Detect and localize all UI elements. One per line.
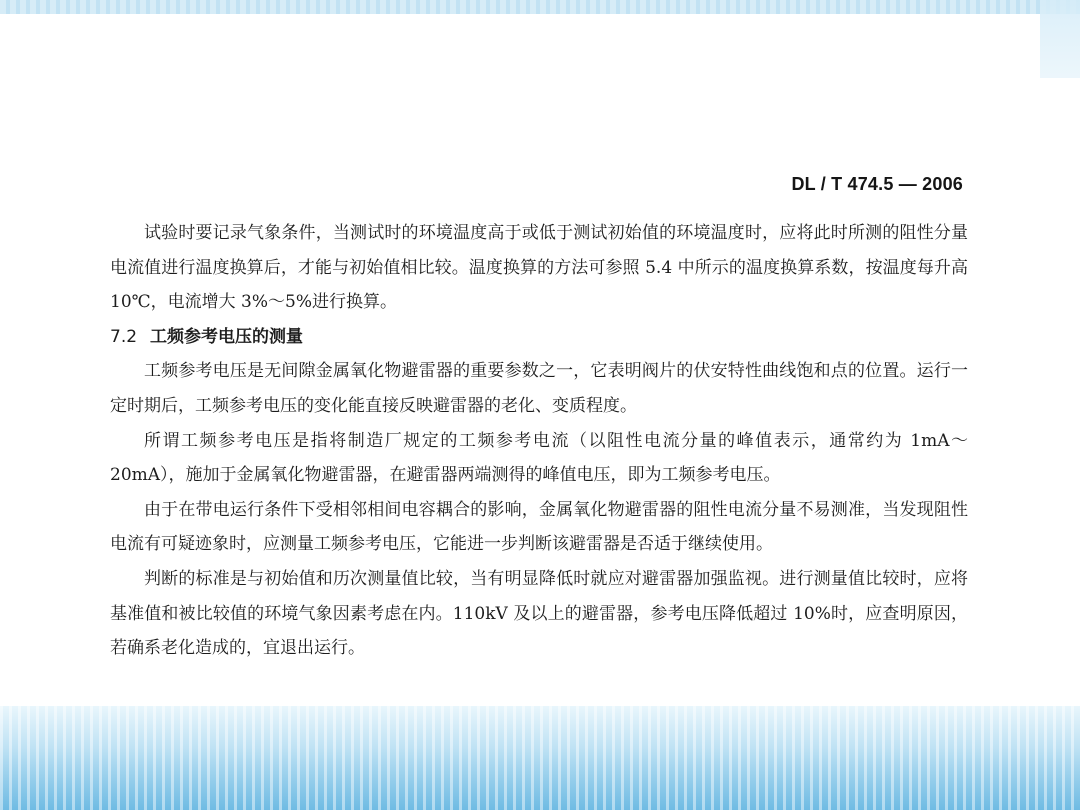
section-heading bbox=[110, 320, 968, 355]
document-page bbox=[0, 14, 1080, 706]
section-title: 工频参考电压的测量 bbox=[150, 326, 303, 347]
paragraph-capacitive-coupling: 由于在带电运行条件下受相邻相间电容耦合的影响，金属氧化物避雷器的阻性电流分量不易测准，当发现阻性电流有可疑迹象时，应测量工频参考电压，它能进一步判断该避雷器是否适于继续使用。 bbox=[110, 499, 968, 555]
section-number: 7.2 bbox=[110, 326, 138, 347]
paragraph-judgement-criteria: 判断的标准是与初始值和历次测量值比较，当有明显降低时就应对避雷器加强监视。进行测量值比较时，应将基准值和被比较值的环境气象因素考虑在内。110kV 及以上的避雷器，参考电压降低超过 10%时，应查明原因，若确系老化造成的，宜退出运行。 bbox=[110, 568, 968, 659]
bottom-decorative-band bbox=[0, 706, 1080, 810]
top-decorative-band bbox=[0, 0, 1080, 14]
paragraph-reference-current: 所谓工频参考电压是指将制造厂规定的工频参考电流（以阻性电流分量的峰值表示，通常约为 1mA～20mA），施加于金属氧化物避雷器，在避雷器两端测得的峰值电压，即为工频参考电压。 bbox=[110, 430, 968, 486]
document-code: DL / T 474.5 — 2006 bbox=[791, 174, 963, 194]
document-body bbox=[110, 216, 968, 666]
paragraph-temperature-conversion: 试验时要记录气象条件，当测试时的环境温度高于或低于测试初始值的环境温度时，应将此时所测的阻性分量电流值进行温度换算后，才能与初始值相比较。温度换算的方法可参照 5.4 中所示的温度换算系数，按温度每升高 10℃，电流增大 3%～5%进行换算。 bbox=[110, 223, 968, 313]
paragraph-reference-voltage-definition: 工频参考电压是无间隙金属氧化物避雷器的重要参数之一，它表明阀片的伏安特性曲线饱和点的位置。运行一定时期后，工频参考电压的变化能直接反映避雷器的老化、变质程度。 bbox=[110, 361, 968, 416]
